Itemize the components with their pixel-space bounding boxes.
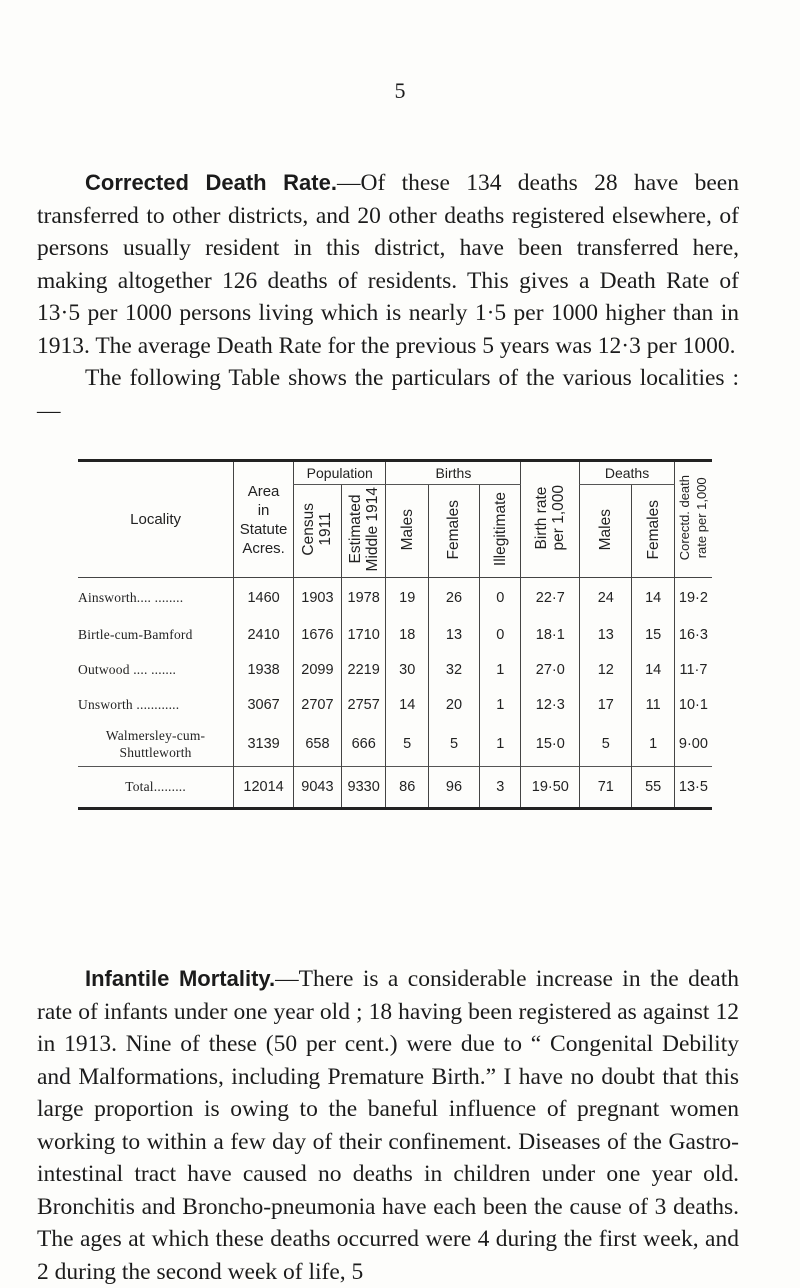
cell-estimated: 1978 xyxy=(341,578,386,618)
cell-birth-rate: 18·1 xyxy=(521,617,580,652)
cell-deaths-males: 5 xyxy=(580,722,632,767)
cell-births-males: 86 xyxy=(386,767,428,809)
cell-births-females: 96 xyxy=(428,767,479,809)
corrected-death-rate-text: —Of these 134 deaths 28 have been transferred to other districts, and 20 other deaths registered elsewhere, of persons usually resident in this district, have been transferred here, making altogether 126 deaths of residents. This gives a Death Rate of 13·5 per 1000 persons living which is nearly 1·5 per 1000 higher than in 1913. The average Death Rate for the previous 5 years was 12·3 per 1000. xyxy=(37,170,739,359)
cell-locality: Outwood .... ....... xyxy=(78,661,177,677)
cell-birth-rate: 15·0 xyxy=(521,722,580,767)
cell-births-males: 5 xyxy=(386,722,428,767)
header-census-1911: Census 1911 xyxy=(294,485,342,578)
cell-deaths-males: 24 xyxy=(580,578,632,618)
cell-deaths-females: 11 xyxy=(632,687,674,722)
cell-deaths-females: 55 xyxy=(632,767,674,809)
cell-area: 1938 xyxy=(234,652,294,687)
localities-table-wrapper xyxy=(78,459,712,943)
header-locality: Locality xyxy=(130,511,181,528)
header-estimated-1914: Estimated Middle 1914 xyxy=(341,485,386,578)
cell-births-females: 5 xyxy=(428,722,479,767)
cell-death-rate: 11·7 xyxy=(674,652,712,687)
cell-deaths-females: 14 xyxy=(632,652,674,687)
corrected-death-rate-paragraph xyxy=(37,167,739,362)
cell-deaths-females: 1 xyxy=(632,722,674,767)
cell-locality: Walmersley-cum- Shuttleworth xyxy=(105,728,206,760)
cell-estimated: 666 xyxy=(341,722,386,767)
cell-census: 9043 xyxy=(294,767,342,809)
cell-area: 3139 xyxy=(234,722,294,767)
cell-births-females: 32 xyxy=(428,652,479,687)
cell-census: 2099 xyxy=(294,652,342,687)
cell-area: 1460 xyxy=(234,578,294,618)
infantile-mortality-paragraph xyxy=(37,963,739,1288)
header-population: Population xyxy=(294,461,386,485)
cell-births-males: 14 xyxy=(386,687,428,722)
cell-deaths-females: 15 xyxy=(632,617,674,652)
cell-census: 2707 xyxy=(294,687,342,722)
cell-locality: Ainsworth.... ........ xyxy=(78,589,184,605)
cell-illegitimate: 0 xyxy=(480,617,521,652)
infantile-mortality-text: —There is a considerable increase in the death rate of infants under one year old ; 18 having been registered as against 12 in 1913. Nine of these (50 per cent.) were due to “ Congenital Debility and Malformations, including Premature Birth.” I have no doubt that this large proportion is owing to the baneful influence of pregnant women working to within a few day of their confinement. Diseases of the Gastro-intestinal tract have caused no deaths in children under one year old. Bronchitis and Broncho-pneumonia have each been the cause of 3 deaths. The ages at which these deaths occurred were 4 during the first week, and 2 during the second week of life, 5 xyxy=(37,966,739,1285)
header-deaths: Deaths xyxy=(580,461,675,485)
cell-estimated: 2219 xyxy=(341,652,386,687)
cell-area: 12014 xyxy=(234,767,294,809)
infantile-mortality-heading: Infantile Mortality. xyxy=(85,966,276,991)
cell-births-males: 30 xyxy=(386,652,428,687)
cell-locality: Birtle-cum-Bamford xyxy=(78,626,193,642)
cell-births-females: 20 xyxy=(428,687,479,722)
cell-death-rate: 19·2 xyxy=(674,578,712,618)
header-deaths-males: Males xyxy=(580,485,632,578)
cell-births-males: 18 xyxy=(386,617,428,652)
cell-birth-rate: 19·50 xyxy=(521,767,580,809)
header-illegitimate: Illegitimate xyxy=(480,485,521,578)
cell-estimated: 1710 xyxy=(341,617,386,652)
localities-table xyxy=(78,459,712,810)
table-row xyxy=(78,578,712,618)
header-births-females: Females xyxy=(428,485,479,578)
table-row xyxy=(78,687,712,722)
header-birth-rate: Birth rate per 1,000 xyxy=(521,461,580,578)
header-area: Area in Statute Acres. xyxy=(234,461,294,578)
cell-births-females: 26 xyxy=(428,578,479,618)
cell-estimated: 2757 xyxy=(341,687,386,722)
cell-illegitimate: 0 xyxy=(480,578,521,618)
cell-deaths-males: 17 xyxy=(580,687,632,722)
corrected-death-rate-heading: Corrected Death Rate. xyxy=(85,170,337,195)
table-intro-paragraph: The following Table shows the particulars of the various localities :— xyxy=(37,365,739,424)
cell-death-rate: 10·1 xyxy=(674,687,712,722)
cell-birth-rate: 27·0 xyxy=(521,652,580,687)
cell-area: 3067 xyxy=(234,687,294,722)
cell-deaths-males: 12 xyxy=(580,652,632,687)
cell-births-females: 13 xyxy=(428,617,479,652)
table-row xyxy=(78,722,712,767)
cell-census: 1903 xyxy=(294,578,342,618)
cell-birth-rate: 12·3 xyxy=(521,687,580,722)
cell-illegitimate: 1 xyxy=(480,687,521,722)
table-row xyxy=(78,617,712,652)
cell-estimated: 9330 xyxy=(341,767,386,809)
cell-locality: Unsworth ............ xyxy=(78,696,180,712)
cell-deaths-females: 14 xyxy=(632,578,674,618)
cell-illegitimate: 3 xyxy=(480,767,521,809)
cell-births-males: 19 xyxy=(386,578,428,618)
table-total-row xyxy=(78,767,712,809)
cell-death-rate: 13·5 xyxy=(674,767,712,809)
cell-death-rate: 9·00 xyxy=(674,722,712,767)
table-row xyxy=(78,652,712,687)
cell-deaths-males: 13 xyxy=(580,617,632,652)
cell-locality: Total......... xyxy=(78,767,234,809)
cell-census: 1676 xyxy=(294,617,342,652)
cell-deaths-males: 71 xyxy=(580,767,632,809)
cell-death-rate: 16·3 xyxy=(674,617,712,652)
header-corrected-death-rate: Corectd. death rate per 1,000 xyxy=(674,461,712,578)
header-births: Births xyxy=(386,461,521,485)
cell-illegitimate: 1 xyxy=(480,652,521,687)
header-births-males: Males xyxy=(386,485,428,578)
cell-birth-rate: 22·7 xyxy=(521,578,580,618)
cell-census: 658 xyxy=(294,722,342,767)
cell-illegitimate: 1 xyxy=(480,722,521,767)
page-number: 5 xyxy=(394,78,406,103)
header-deaths-females: Females xyxy=(632,485,674,578)
cell-area: 2410 xyxy=(234,617,294,652)
